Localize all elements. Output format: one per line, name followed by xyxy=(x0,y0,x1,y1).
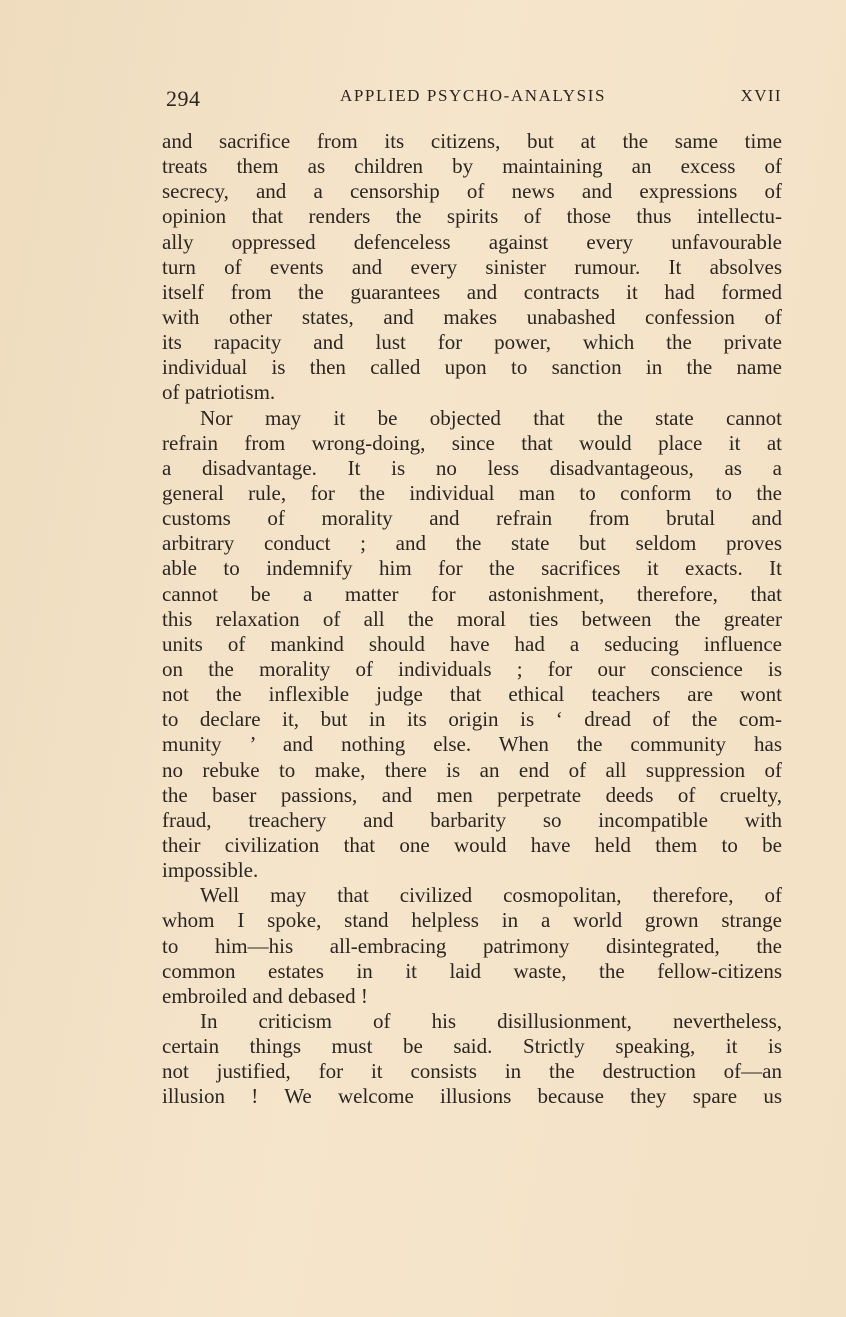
text-line: refrain from wrong-doing, since that would place it at xyxy=(162,430,782,455)
text-line: its rapacity and lust for power, which the private xyxy=(162,330,782,355)
text-line: opinion that renders the spirits of those thus intellectu- xyxy=(162,204,782,229)
text-line: not the inflexible judge that ethical teachers are wont xyxy=(162,682,782,707)
chapter-number: XVII xyxy=(740,86,782,105)
text-line: ally oppressed defenceless against every unfavourable xyxy=(162,229,782,254)
text-line: treats them as children by maintaining an excess of xyxy=(162,154,782,179)
text-line: general rule, for the individual man to conform to the xyxy=(162,480,782,505)
text-line: arbitrary conduct ; and the state but seldom proves xyxy=(162,531,782,556)
text-line: itself from the guarantees and contracts it had formed xyxy=(162,279,782,304)
text-line: this relaxation of all the moral ties between the greater xyxy=(162,606,782,631)
text-line: units of mankind should have had a seducing influence xyxy=(162,631,782,656)
text-line: turn of events and every sinister rumour. It absolves xyxy=(162,254,782,279)
text-line: no rebuke to make, there is an end of all suppression of xyxy=(162,757,782,782)
text-line: to him—his all-embracing patrimony disintegrated, the xyxy=(162,933,782,958)
text-line: In criticism of his disillusionment, nevertheless, xyxy=(200,1008,782,1033)
text-line: customs of morality and refrain from brutal and xyxy=(162,506,782,531)
text-line: Nor may it be objected that the state cannot xyxy=(200,405,782,430)
text-line: certain things must be said. Strictly speaking, it is xyxy=(162,1034,782,1059)
text-line: a disadvantage. It is no less disadvantageous, as a xyxy=(162,455,782,480)
text-line: of patriotism. xyxy=(162,380,276,405)
text-line: to declare it, but in its origin is ‘ dread of the com- xyxy=(162,707,782,732)
text-line: and sacrifice from its citizens, but at the same time xyxy=(162,129,782,153)
text-line: individual is then called upon to sanction in the name xyxy=(162,355,782,380)
text-line: able to indemnify him for the sacrifices it exacts. It xyxy=(162,556,782,581)
text-line: fraud, treachery and barbarity so incompatible with xyxy=(162,807,782,832)
text-line: munity ’ and nothing else. When the community has xyxy=(162,732,782,757)
text-line: impossible. xyxy=(162,858,259,883)
text-line: their civilization that one would have held them to be xyxy=(162,832,782,857)
body-text xyxy=(162,129,782,1109)
text-line: not justified, for it consists in the destruction of—an xyxy=(162,1059,782,1084)
text-line: Well may that civilized cosmopolitan, therefore, of xyxy=(200,883,782,908)
running-title: APPLIED PSYCHO-ANALYSIS xyxy=(339,86,607,105)
text-line: the baser passions, and men perpetrate deeds of cruelty, xyxy=(162,782,782,807)
page-number: 294 xyxy=(166,86,201,111)
text-line: common estates in it laid waste, the fellow-citizens xyxy=(162,958,782,983)
text-line: embroiled and debased ! xyxy=(162,983,368,1008)
text-line: with other states, and makes unabashed confession of xyxy=(162,304,782,329)
text-line: illusion ! We welcome illusions because they spare us xyxy=(162,1084,782,1109)
text-line: cannot be a matter for astonishment, therefore, that xyxy=(162,581,782,606)
text-line: on the morality of individuals ; for our conscience is xyxy=(162,656,782,681)
text-line: secrecy, and a censorship of news and expressions of xyxy=(162,179,782,204)
running-head xyxy=(164,86,782,114)
text-line: whom I spoke, stand helpless in a world grown strange xyxy=(162,908,782,933)
